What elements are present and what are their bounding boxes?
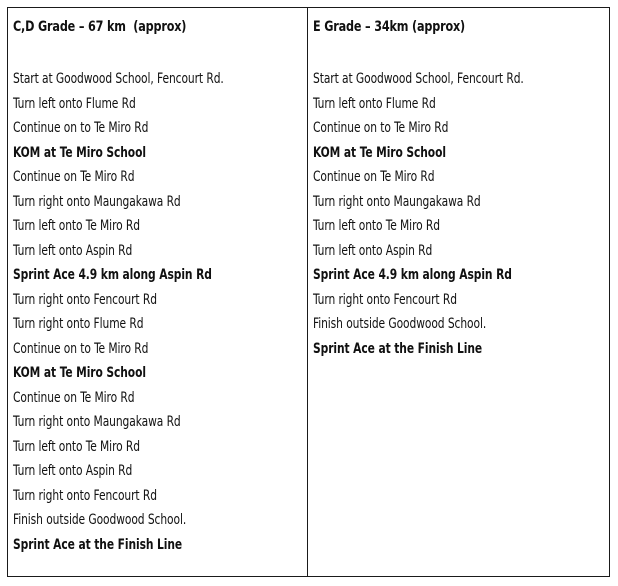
route-highlight-step: KOM at Te Miro School	[313, 144, 446, 161]
route-step: Turn right onto Maungakawa Rd	[13, 414, 181, 430]
e-grade-column	[308, 8, 609, 576]
route-step: Continue on to Te Miro Rd	[13, 340, 149, 357]
route-step: Continue on to Te Miro Rd	[13, 120, 149, 136]
cd-grade-steps	[13, 67, 307, 557]
route-table	[7, 7, 610, 577]
route-highlight-step: Sprint Ace 4.9 km along Aspin Rd	[13, 267, 212, 283]
route-highlight-step: Sprint Ace at the Finish Line	[13, 536, 183, 553]
route-step: Turn left onto Flume Rd	[313, 95, 436, 112]
route-step: Start at Goodwood School, Fencourt Rd.	[13, 71, 224, 87]
route-step: Turn left onto Te Miro Rd	[313, 218, 440, 234]
route-step: Turn left onto Aspin Rd	[13, 242, 133, 259]
route-step: Turn right onto Fencourt Rd	[13, 487, 157, 504]
cd-grade-title: C,D Grade – 67 km (approx)	[13, 19, 187, 35]
route-highlight-step: Sprint Ace at the Finish Line	[313, 340, 483, 357]
route-step: Finish outside Goodwood School.	[13, 512, 187, 528]
route-step: Turn left onto Aspin Rd	[313, 242, 433, 259]
route-step: Turn left onto Te Miro Rd	[13, 218, 140, 234]
route-step: Finish outside Goodwood School.	[313, 316, 487, 332]
route-step: Turn left onto Te Miro Rd	[13, 438, 140, 455]
route-step: Turn right onto Maungakawa Rd	[13, 193, 181, 210]
cd-grade-column	[8, 8, 308, 576]
route-step: Turn right onto Fencourt Rd	[313, 291, 457, 308]
e-grade-steps	[313, 67, 609, 361]
route-step: Turn right onto Maungakawa Rd	[313, 193, 481, 210]
route-highlight-step: Sprint Ace 4.9 km along Aspin Rd	[313, 267, 512, 283]
route-step: Turn left onto Aspin Rd	[13, 463, 133, 479]
route-step: Turn right onto Flume Rd	[13, 316, 144, 332]
route-step: Continue on Te Miro Rd	[313, 169, 435, 185]
route-step: Continue on Te Miro Rd	[13, 169, 135, 185]
e-grade-title: E Grade – 34km (approx)	[313, 19, 466, 35]
route-step: Continue on Te Miro Rd	[13, 389, 135, 406]
route-step: Turn left onto Flume Rd	[13, 95, 136, 112]
route-step: Continue on to Te Miro Rd	[313, 120, 449, 136]
route-step: Turn right onto Fencourt Rd	[13, 291, 157, 308]
route-highlight-step: KOM at Te Miro School	[13, 365, 146, 381]
route-step: Start at Goodwood School, Fencourt Rd.	[313, 71, 524, 87]
route-highlight-step: KOM at Te Miro School	[13, 144, 146, 161]
